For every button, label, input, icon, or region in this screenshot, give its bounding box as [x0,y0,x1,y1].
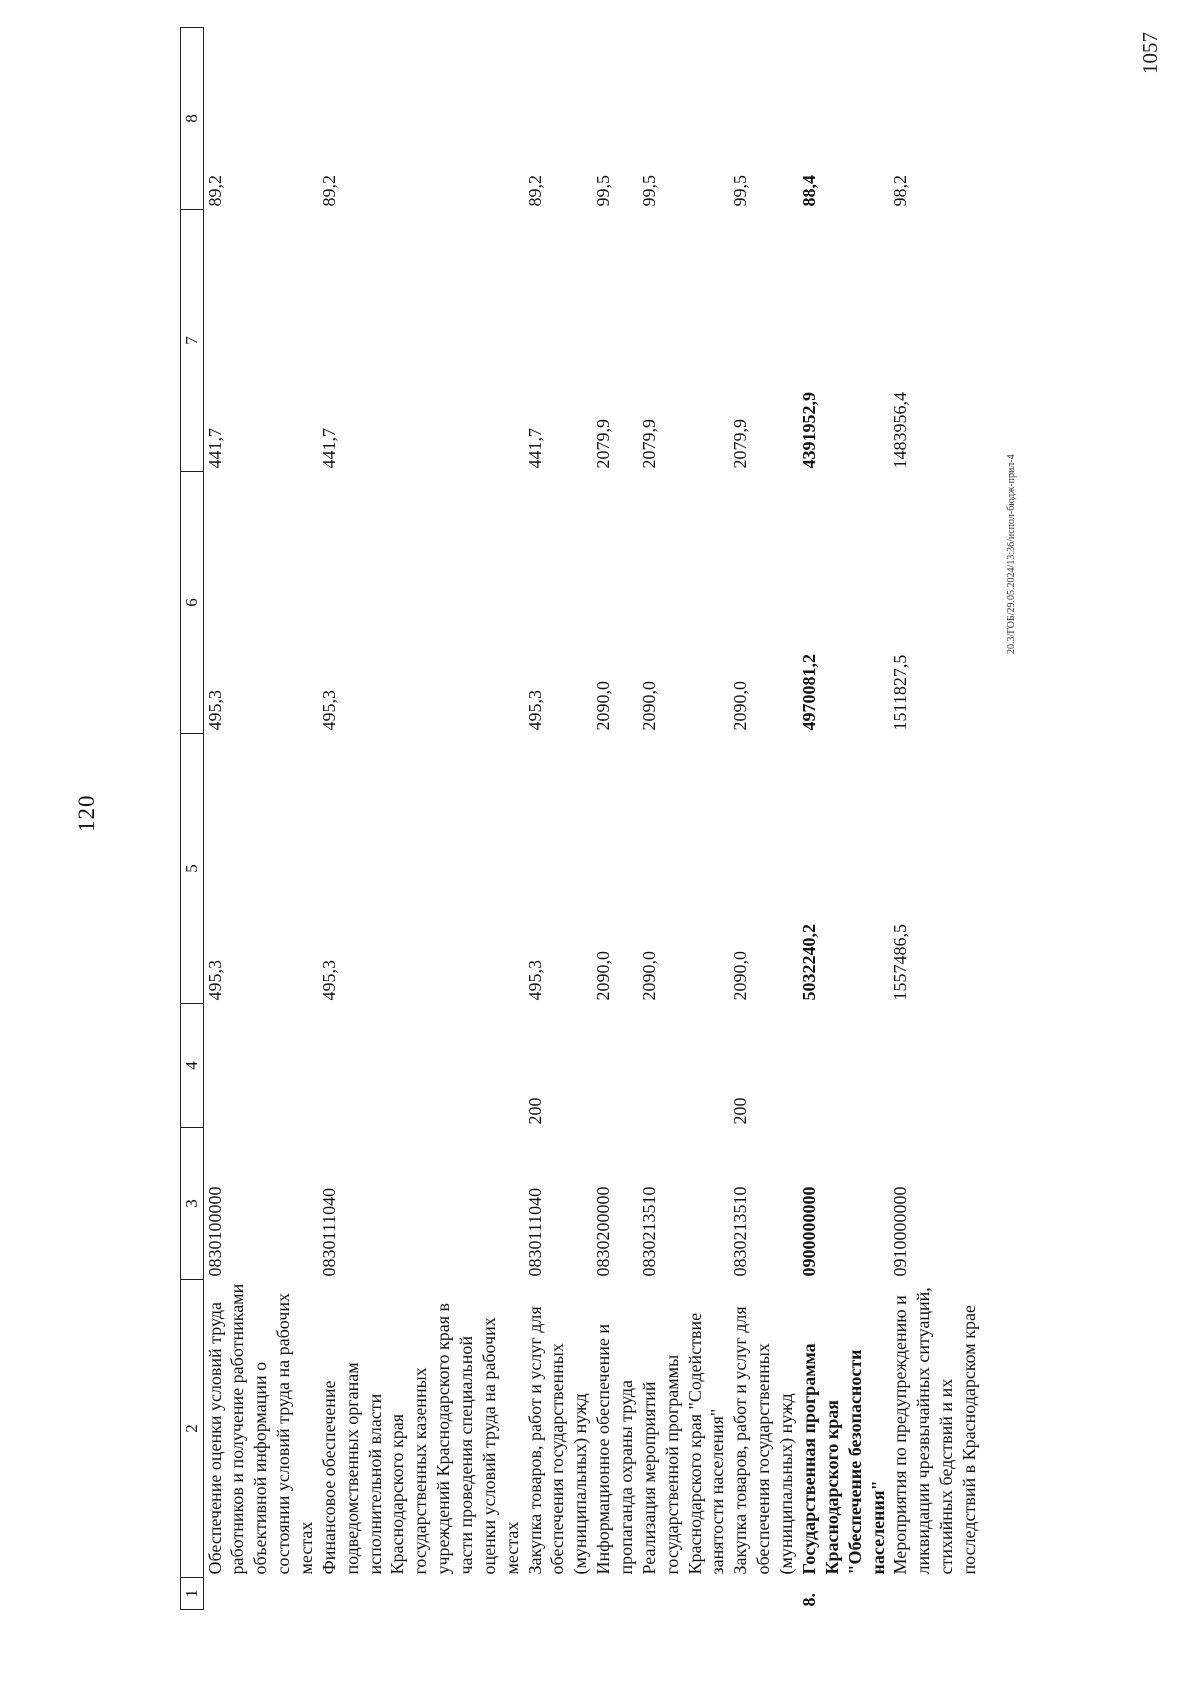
row-percent: 99,5 [730,175,751,207]
row-number [592,1578,638,1610]
table-row-program-total [798,28,889,1610]
table-row [889,28,980,1610]
col-header-2: 2 [181,1280,204,1578]
row-target-code: 0830111040 [318,1187,339,1277]
row-description: Информационное обеспечение и пропаганда охраны труда [593,1324,637,1575]
row-percent: 88,4 [798,175,819,207]
row-approved: 1557486,5 [890,924,911,1001]
row-description: Финансовое обеспечение подведомственных органам исполнительной власти Краснодарского края государственных казенных учреждений Краснодарского края в части проведения специальной оценки условий труда на рабочих местах [318,1302,522,1575]
row-percent: 89,2 [204,175,225,207]
row-target-code: 0910000000 [890,1186,911,1277]
row-approved: 5032240,2 [798,924,819,1001]
row-target-code: 0900000000 [798,1186,819,1277]
row-expense-type [638,1004,729,1128]
table-row [318,28,524,1610]
row-target-code: 0830111040 [524,1187,545,1277]
row-revised: 2090,0 [730,681,751,731]
row-executed: 1483956,4 [890,392,911,469]
row-target-code: 0830100000 [204,1186,225,1277]
row-description: Закупка товаров, работ и услуг для обеспечения государственных (муниципальных) нужд [524,1306,591,1575]
row-number [524,1578,593,1610]
row-expense-type: 200 [524,1097,545,1125]
table-row [203,28,318,1610]
row-executed: 2079,9 [730,419,751,469]
page-number: 120 [74,794,99,832]
row-executed: 441,7 [204,428,225,469]
table-row [729,28,798,1610]
table-row [638,28,729,1610]
row-percent: 89,2 [318,175,339,207]
row-executed: 2079,9 [638,419,659,469]
row-approved: 495,3 [318,960,339,1001]
row-approved: 2090,0 [730,951,751,1001]
col-header-6: 6 [181,472,204,734]
row-executed: 441,7 [524,428,545,469]
table-row [592,28,638,1610]
row-percent: 99,5 [593,175,614,207]
row-number [318,1578,524,1610]
row-target-code: 0830200000 [593,1186,614,1277]
row-revised: 495,3 [318,690,339,731]
row-number [203,1578,318,1610]
col-header-7: 7 [181,210,204,472]
row-approved: 2090,0 [593,951,614,1001]
row-number [638,1578,729,1610]
print-stamp: 20.3/ГОБ/29.05.2024/13:36/испол-бюдж-прил-4 [1006,454,1017,654]
row-expense-type [592,1004,638,1128]
row-percent: 89,2 [524,175,545,207]
row-number [729,1578,798,1610]
row-executed: 4391952,9 [798,392,819,469]
row-executed: 441,7 [318,428,339,469]
row-expense-type [203,1004,318,1128]
row-revised: 495,3 [204,690,225,731]
row-number [889,1578,980,1610]
row-approved: 495,3 [524,960,545,1001]
row-expense-type [318,1004,524,1128]
col-header-1: 1 [181,1578,204,1610]
row-target-code: 0830213510 [730,1186,751,1277]
row-revised: 2090,0 [593,681,614,731]
row-description: Обеспечение оценки условий труда работников и получение работниками объективной информации о состоянии условий труда на рабочих местах [204,1283,317,1575]
row-executed: 2079,9 [593,419,614,469]
row-target-code: 0830213510 [638,1186,659,1277]
col-header-3: 3 [181,1128,204,1280]
row-description: Закупка товаров, работ и услуг для обеспечения государственных (муниципальных) нужд [730,1306,797,1575]
col-header-5: 5 [181,734,204,1004]
table-row [524,28,593,1610]
row-expense-type: 200 [730,1097,751,1125]
row-description: Государственная программа Краснодарского края "Обеспечение безопасности населения" [798,1343,888,1575]
row-revised: 1511827,5 [890,654,911,731]
budget-table [180,27,981,1610]
row-description: Мероприятия по предупреждению и ликвидации чрезвычайных ситуаций, стихийных бедствий и их последствий в Краснодарском крае [890,1287,979,1575]
col-header-8: 8 [181,28,204,210]
row-approved: 2090,0 [638,951,659,1001]
row-expense-type [798,1004,889,1128]
row-percent: 99,5 [638,175,659,207]
col-header-4: 4 [181,1004,204,1128]
row-approved: 495,3 [204,960,225,1001]
row-percent: 98,2 [890,175,911,207]
header-row [181,28,204,1610]
row-number: 8. [798,1593,819,1607]
row-expense-type [889,1004,980,1128]
row-revised: 2090,0 [638,681,659,731]
folio-number: 1057 [1138,32,1162,74]
row-description: Реализация мероприятий государственной программы Краснодарского края "Содействие занятости населения" [638,1312,728,1575]
row-revised: 495,3 [524,690,545,731]
row-revised: 4970081,2 [798,654,819,731]
